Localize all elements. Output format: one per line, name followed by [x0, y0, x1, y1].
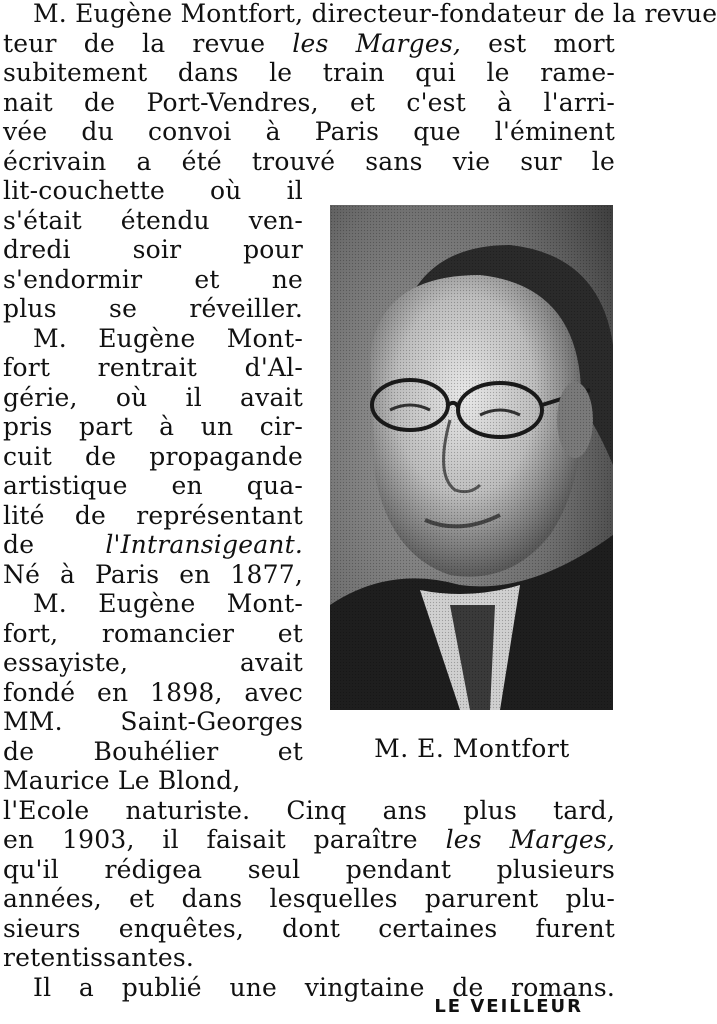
newspaper-title: l'Intransigeant. — [105, 530, 303, 559]
article-line — [3, 620, 303, 647]
journal-title: les Marges, — [292, 29, 462, 58]
article-line — [3, 944, 615, 971]
article-line — [3, 413, 303, 440]
article-text: M. Eugène Montfort, directeur-fondateur de la revue — [33, 0, 717, 28]
article-text: lité de représentant — [3, 501, 303, 530]
article-text: qu'il rédigea seul pendant plusieurs — [3, 855, 615, 884]
article-text: pris part à un cir- — [3, 412, 303, 441]
article-text: Maurice Le Blond, — [3, 766, 241, 795]
author-signature: LE VEILLEUR — [434, 996, 583, 1017]
article-line — [3, 797, 615, 824]
article-line — [3, 856, 615, 883]
article-line — [3, 738, 303, 765]
article-text: vée du convoi à Paris que l'éminent — [3, 117, 615, 146]
article-text: Né à Paris en 1877, — [3, 560, 303, 589]
article-line — [3, 649, 303, 676]
article-text: écrivain a été trouvé sans vie sur le — [3, 147, 615, 176]
article-line — [3, 295, 303, 322]
article-line — [3, 472, 303, 499]
article-text: est mort — [461, 29, 616, 58]
article-text: de — [3, 530, 106, 559]
article-line — [3, 885, 615, 912]
article-line — [3, 354, 303, 381]
portrait-image — [330, 205, 613, 710]
article-text: s'était étendu ven- — [3, 206, 303, 235]
article-line — [3, 531, 303, 558]
article-line — [3, 767, 303, 794]
article-line — [3, 236, 303, 263]
article-text: nait de Port-Vendres, et c'est à l'arri- — [3, 88, 615, 117]
article-text: fort, romancier et — [3, 619, 303, 648]
article-line — [3, 826, 615, 853]
article-line — [3, 561, 303, 588]
article-text: dredi soir pour — [3, 235, 303, 264]
article-text: artistique en qua- — [3, 471, 303, 500]
article-text: sieurs enquêtes, dont certaines furent — [3, 914, 615, 943]
article-line — [3, 30, 615, 57]
article-text: années, et dans lesquelles parurent plu- — [3, 884, 615, 913]
article-text: retentissantes. — [3, 943, 195, 972]
article-line — [3, 590, 303, 617]
article-line — [3, 89, 615, 116]
article-line — [3, 915, 615, 942]
article-text: Il a publié une vingtaine de romans. — [33, 973, 615, 1002]
article-text: M. Eugène Mont- — [33, 324, 303, 353]
article-line — [3, 679, 303, 706]
journal-title: les Marges, — [445, 825, 615, 854]
article-line — [3, 708, 303, 735]
article-line — [3, 266, 303, 293]
article-line — [3, 177, 303, 204]
article-text: essayiste, avait — [3, 648, 303, 677]
article-line — [3, 0, 717, 28]
article-line — [3, 118, 615, 145]
article-text: s'endormir et ne — [3, 265, 303, 294]
article-text: teur de la revue — [3, 29, 293, 58]
article-text: l'Ecole naturiste. Cinq ans plus tard, — [3, 796, 615, 825]
article-text: gérie, où il avait — [3, 383, 303, 412]
article-line — [3, 325, 303, 352]
article-line — [3, 502, 303, 529]
article-text: M. Eugène Mont- — [33, 589, 303, 618]
article-text: fort rentrait d'Al- — [3, 353, 303, 382]
article-line — [3, 384, 303, 411]
article-text: plus se réveiller. — [3, 294, 303, 323]
article-text: MM. Saint-Georges — [3, 707, 303, 736]
photo-caption: M. E. Montfort — [374, 734, 570, 763]
article-text: de Bouhélier et — [3, 737, 303, 766]
article-text: cuit de propagande — [3, 442, 303, 471]
portrait-photo — [330, 205, 613, 710]
article-text: subitement dans le train qui le rame- — [3, 58, 615, 87]
article-line — [3, 207, 303, 234]
article-line — [3, 148, 615, 175]
article-line — [3, 443, 303, 470]
article-line — [3, 59, 615, 86]
article-text: fondé en 1898, avec — [3, 678, 303, 707]
article-text: lit-couchette où il — [3, 176, 303, 205]
article-text: en 1903, il faisait paraître — [3, 825, 446, 854]
